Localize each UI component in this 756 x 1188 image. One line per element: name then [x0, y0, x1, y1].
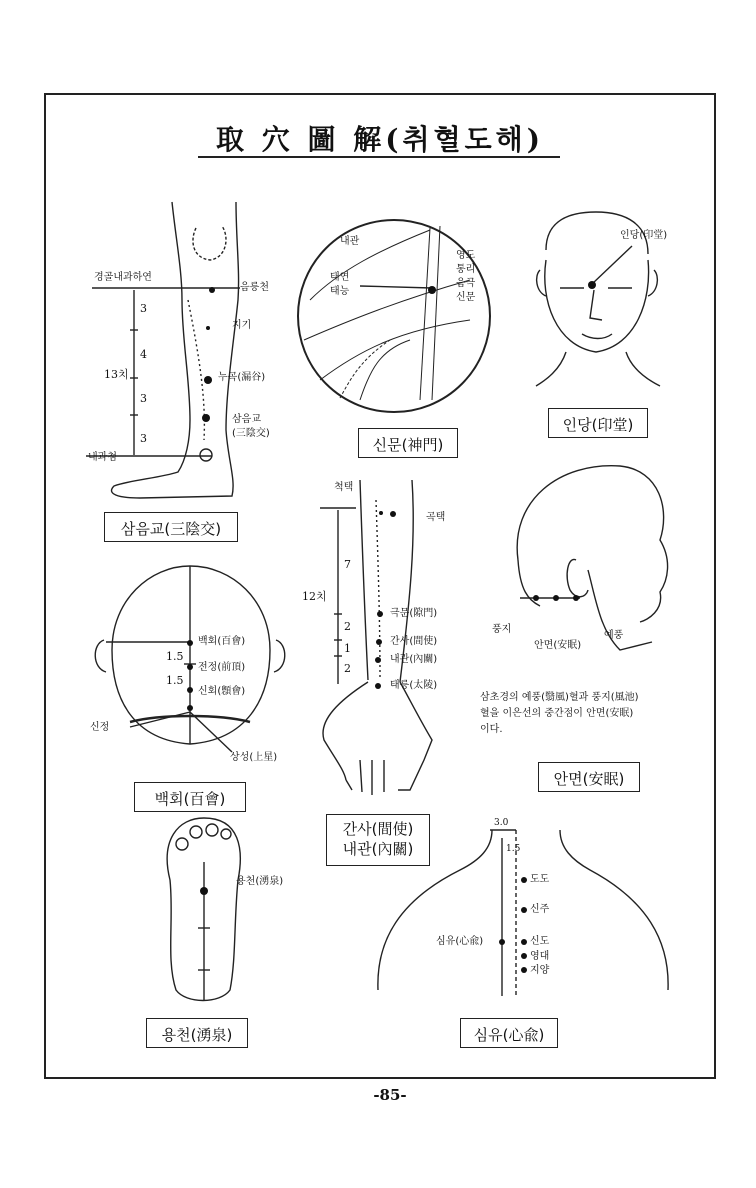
label-geukmun: 극문(隙門)	[390, 608, 438, 619]
label-dodo: 도도	[530, 874, 550, 885]
caption-sameumgyo: 삼음교(三陰交)	[104, 512, 238, 542]
label-12-chi: 12치	[302, 590, 327, 603]
label-sinhoe: 신회(顖會)	[198, 686, 246, 697]
label-cheoktaek: 척택	[334, 482, 354, 493]
arm-seg-2: 2	[344, 620, 351, 633]
label-yeongdae: 영대	[530, 951, 550, 962]
label-malleolus: 내과첨	[88, 452, 117, 463]
page-title: 取 穴 圖 解(취혈도해)	[216, 123, 544, 156]
label-taeyeon: 태연	[330, 272, 350, 283]
label-sindo: 신도	[530, 936, 550, 947]
label-nugok: 누곡(漏谷)	[218, 372, 266, 383]
leg-seg-4: 3	[140, 432, 147, 445]
back-dist-2: 1.5	[506, 844, 521, 854]
back-dist-1: 3.0	[494, 818, 509, 828]
caption-indang: 인당(印堂)	[548, 408, 648, 438]
label-sameumgyo: 삼음교	[232, 414, 261, 425]
caption-sinmun: 신문(神門)	[358, 428, 458, 458]
label-sangseong: 상성(上星)	[230, 752, 278, 763]
head-dist-1: 1.5	[166, 650, 184, 663]
label-sinju: 신주	[530, 904, 550, 915]
label-taereung: 태릉(太陵)	[390, 680, 438, 691]
label-gansa: 간사(間使)	[390, 636, 438, 647]
label-sinmun: 신문	[456, 292, 476, 303]
caption-gansa: 간사(間使)	[342, 820, 414, 838]
label-yeongdo: 영도	[456, 250, 476, 261]
arm-seg-3: 1	[344, 642, 351, 655]
label-indang: 인당(印堂)	[620, 230, 668, 241]
label-goktaek: 곡택	[426, 512, 446, 523]
caption-anmyeon: 안면(安眠)	[538, 762, 640, 792]
label-naegwan-wrist: 내관	[340, 236, 360, 247]
page-number: -85-	[373, 1086, 407, 1104]
note-line-2: 혈을 이은선의 중간점이 안면(安眠)	[480, 708, 634, 719]
label-tongri: 통리	[456, 264, 476, 275]
label-jigi: 지기	[232, 320, 252, 331]
caption-simyu: 심유(心兪)	[460, 1018, 558, 1048]
arm-seg-1: 7	[344, 558, 351, 571]
note-line-1: 삼초경의 예풍(翳風)혈과 풍지(風池)	[480, 692, 639, 703]
caption-yongcheon: 용천(湧泉)	[146, 1018, 248, 1048]
label-naegwan: 내관(內關)	[390, 654, 438, 665]
label-tibia-landmark: 경골내과하연	[94, 272, 152, 283]
label-jeonjeong: 전정(前頂)	[198, 662, 246, 673]
label-yepung: 예풍	[604, 630, 624, 641]
label-baekhoe: 백회(百會)	[198, 636, 246, 647]
note-line-3: 이다.	[480, 724, 503, 735]
label-anmyeon: 안면(安眠)	[534, 640, 582, 651]
label-jiyang: 지양	[530, 965, 550, 976]
head-dist-2: 1.5	[166, 674, 184, 687]
label-pungji: 풍지	[492, 624, 512, 635]
label-eumgeuk: 음극	[456, 278, 476, 289]
leg-seg-1: 3	[140, 302, 147, 315]
foot-illustration	[167, 818, 240, 1001]
caption-gansa-naegwan	[326, 814, 430, 866]
label-eumneungcheon: 음릉천	[240, 282, 269, 293]
caption-naegwan: 내관(內關)	[342, 840, 414, 858]
wrist-circle	[298, 220, 490, 412]
leg-seg-2: 4	[140, 348, 147, 361]
label-sameumgyo-hanja: (三陰交)	[232, 428, 270, 439]
side-head-illustration	[517, 466, 667, 650]
label-yongcheon: 용천(湧泉)	[236, 876, 284, 887]
label-13-chi: 13치	[104, 368, 129, 381]
arm-seg-4: 2	[344, 662, 351, 675]
label-taeneung: 태능	[330, 286, 350, 297]
label-sinjeong: 신정	[90, 722, 110, 733]
leg-seg-3: 3	[140, 392, 147, 405]
caption-baekhoe: 백회(百會)	[134, 782, 246, 812]
head-top-illustration	[95, 566, 285, 752]
anmyeon-note	[480, 690, 704, 738]
label-simyu: 심유(心兪)	[436, 936, 484, 947]
